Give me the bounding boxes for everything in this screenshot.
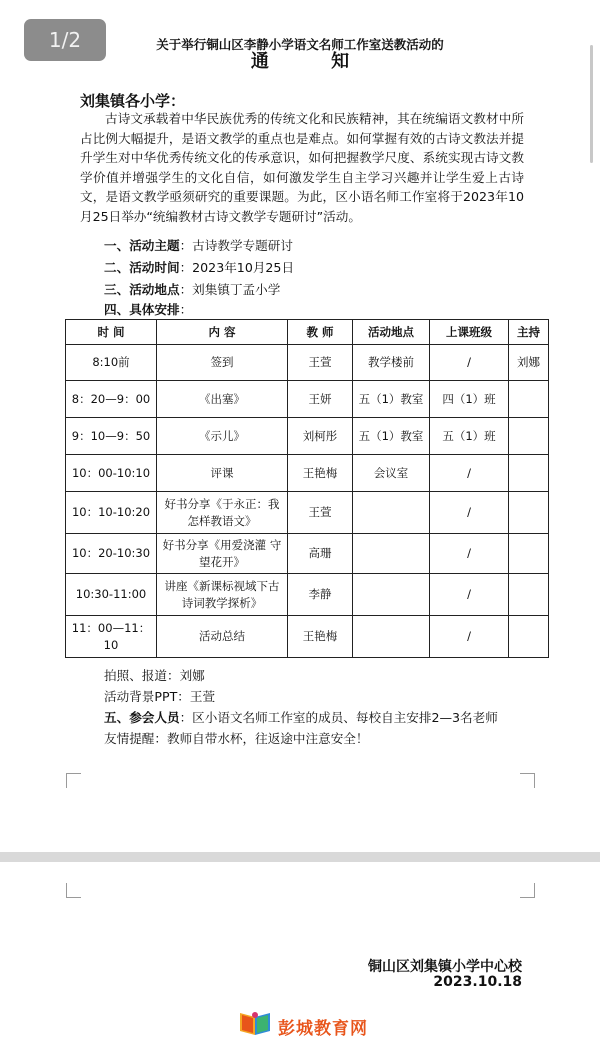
attendees-value: ：区小语文名师工作室的成员、每校自主安排2—3名老师 (179, 710, 498, 725)
item-schedule-label: 四、具体安排 (104, 302, 180, 317)
page-corner-mark (520, 773, 535, 788)
notice-heading: 通 知 (250, 51, 378, 72)
cell-place: 会议室 (353, 455, 430, 492)
cell-content: 《出塞》 (157, 381, 288, 418)
watermark-text: 彭城教育网 (278, 1018, 368, 1039)
item-time-label: 二、活动时间 (104, 260, 180, 275)
col-header-time: 时 间 (66, 320, 157, 345)
cell-content: 《示儿》 (157, 418, 288, 455)
cell-teacher: 高珊 (288, 534, 353, 574)
cell-teacher: 王萱 (288, 345, 353, 381)
cell-content: 讲座《新课标视域下古诗词教学探析》 (157, 574, 288, 616)
cell-teacher: 李静 (288, 574, 353, 616)
cell-place: 五（1）教室 (353, 381, 430, 418)
signature-school: 铜山区刘集镇小学中心校 (368, 959, 522, 975)
table-row (66, 381, 549, 418)
ppt-credit: 活动背景PPT：王萱 (104, 689, 216, 704)
signature-date: 2023.10.18 (433, 974, 522, 990)
cell-teacher: 王萱 (288, 492, 353, 534)
table-row (66, 616, 549, 658)
item-time (104, 259, 294, 277)
cell-class: 五（1）班 (430, 418, 509, 455)
item-theme (104, 237, 293, 255)
cell-teacher: 王艳梅 (288, 455, 353, 492)
cell-content: 好书分享《于永正：我怎样教语文》 (157, 492, 288, 534)
table-row (66, 492, 549, 534)
reminder: 友情提醒：教师自带水杯，往返途中注意安全！ (104, 731, 369, 746)
cell-class: / (430, 574, 509, 616)
cell-class: / (430, 345, 509, 381)
cell-time: 9：10—9：50 (66, 418, 157, 455)
cell-host (509, 381, 549, 418)
cell-time: 10：20-10:30 (66, 534, 157, 574)
cell-host (509, 616, 549, 658)
col-header-teacher: 教 师 (288, 320, 353, 345)
cell-host (509, 534, 549, 574)
cell-teacher: 王妍 (288, 381, 353, 418)
col-header-content: 内 容 (157, 320, 288, 345)
cell-class: / (430, 534, 509, 574)
greeting: 刘集镇各小学： (80, 92, 186, 110)
page-corner-mark (66, 773, 81, 788)
cell-content: 好书分享《用爱浇灌 守望花开》 (157, 534, 288, 574)
cell-host: 刘娜 (509, 345, 549, 381)
cell-content: 签到 (157, 345, 288, 381)
table-row (66, 574, 549, 616)
cell-time: 8:10前 (66, 345, 157, 381)
item-theme-value: ：古诗教学专题研讨 (179, 238, 293, 253)
table-header-row (66, 320, 549, 345)
page-corner-mark (520, 883, 535, 898)
cell-host (509, 574, 549, 616)
cell-class: / (430, 492, 509, 534)
table-row (66, 345, 549, 381)
table-row (66, 455, 549, 492)
item-theme-label: 一、活动主题 (104, 238, 180, 253)
cell-class: / (430, 616, 509, 658)
item-place (104, 281, 280, 299)
cell-class: / (430, 455, 509, 492)
cell-place (353, 534, 430, 574)
schedule-table (65, 319, 549, 658)
notice-title: 关于举行铜山区李静小学语文名师工作室送教活动的 (156, 37, 444, 52)
col-header-host: 主持 (509, 320, 549, 345)
watermark-logo (236, 1011, 368, 1041)
cell-time: 8：20—9：00 (66, 381, 157, 418)
page-separator (0, 852, 600, 862)
cell-time: 10：10-10:20 (66, 492, 157, 534)
cell-content: 活动总结 (157, 616, 288, 658)
intro-paragraph: 古诗文承载着中华民族优秀的传统文化和民族精神，其在统编语文教材中所占比例大幅提升，是语文教学的重点也是难点。如何掌握有效的古诗文教法并提升学生对中华优秀传统文化的传承意识，如何把握教学尺度、系统实现古诗文教学价值并增强学生的文化自信，如何激发学生自主学习兴趣并让学生爱上古诗文，是语文教学亟须研究的重要课题。为此，区小语名师工作室将于2023年10月25日举办“统编教材古诗文教学专题研讨”活动。 (80, 111, 524, 224)
item-time-value: ：2023年10月25日 (179, 260, 295, 275)
cell-place: 五（1）教室 (353, 418, 430, 455)
cell-teacher: 王艳梅 (288, 616, 353, 658)
cell-host (509, 492, 549, 534)
item-place-value: ：刘集镇丁孟小学 (179, 282, 281, 297)
table-row (66, 418, 549, 455)
cell-class: 四（1）班 (430, 381, 509, 418)
item-schedule-value: ： (179, 302, 193, 317)
item-schedule (104, 301, 192, 319)
cell-time: 10：00-10:10 (66, 455, 157, 492)
cell-content: 评课 (157, 455, 288, 492)
cell-place: 教学楼前 (353, 345, 430, 381)
col-header-class: 上课班级 (430, 320, 509, 345)
table-row (66, 534, 549, 574)
cell-host (509, 455, 549, 492)
cell-host (509, 418, 549, 455)
photo-credit: 拍照、报道：刘娜 (104, 668, 205, 683)
col-header-place: 活动地点 (353, 320, 430, 345)
cell-place (353, 574, 430, 616)
cell-time: 10:30-11:00 (66, 574, 157, 616)
book-icon (236, 1011, 274, 1041)
item-place-label: 三、活动地点 (104, 282, 180, 297)
page-corner-mark (66, 883, 81, 898)
cell-time: 11：00—11：10 (66, 616, 157, 658)
page-indicator: 1/2 (24, 19, 106, 61)
attendees-label: 五、参会人员 (104, 710, 180, 725)
attendees (104, 709, 498, 727)
cell-place (353, 616, 430, 658)
cell-place (353, 492, 430, 534)
cell-teacher: 刘柯彤 (288, 418, 353, 455)
